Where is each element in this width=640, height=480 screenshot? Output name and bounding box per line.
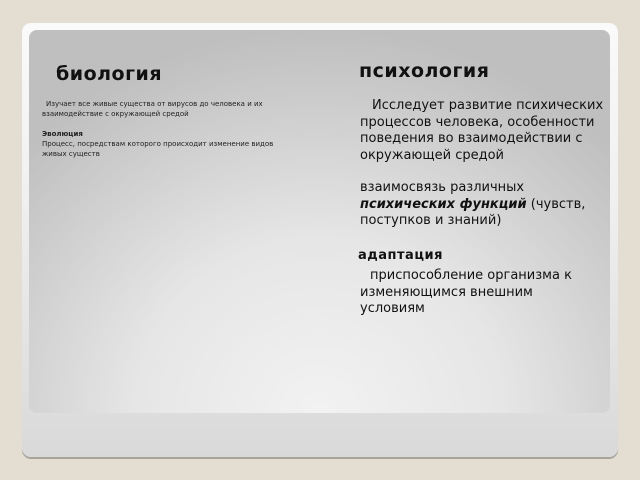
relation-emphasis: психических функций [360,196,527,212]
evolution-definition: Процесс, посредствам которого происходит изменение видов живых существ [42,140,274,158]
slide-frame [22,23,618,457]
adaptation-definition: приспособление организма к изменяющимся внешним условиям [360,268,572,316]
relation-prefix: взаимосвязь различных [360,180,525,195]
psychology-description: Исследует развитие психических процессов человека, особенности поведения во взаимодействии с окружающей средой [360,98,604,163]
adaptation-term: адаптация [358,248,443,263]
evolution-term: Эволюция [42,130,83,138]
relation-suffix: (чувств, поступков и знаний) [360,196,586,228]
biology-title: биология [56,63,163,85]
biology-description: Изучает все живые существа от вирусов до человека и их взаимодействие с окружающей средой [42,100,263,118]
psychology-relation [360,180,600,230]
psychology-title: психология [359,60,490,82]
